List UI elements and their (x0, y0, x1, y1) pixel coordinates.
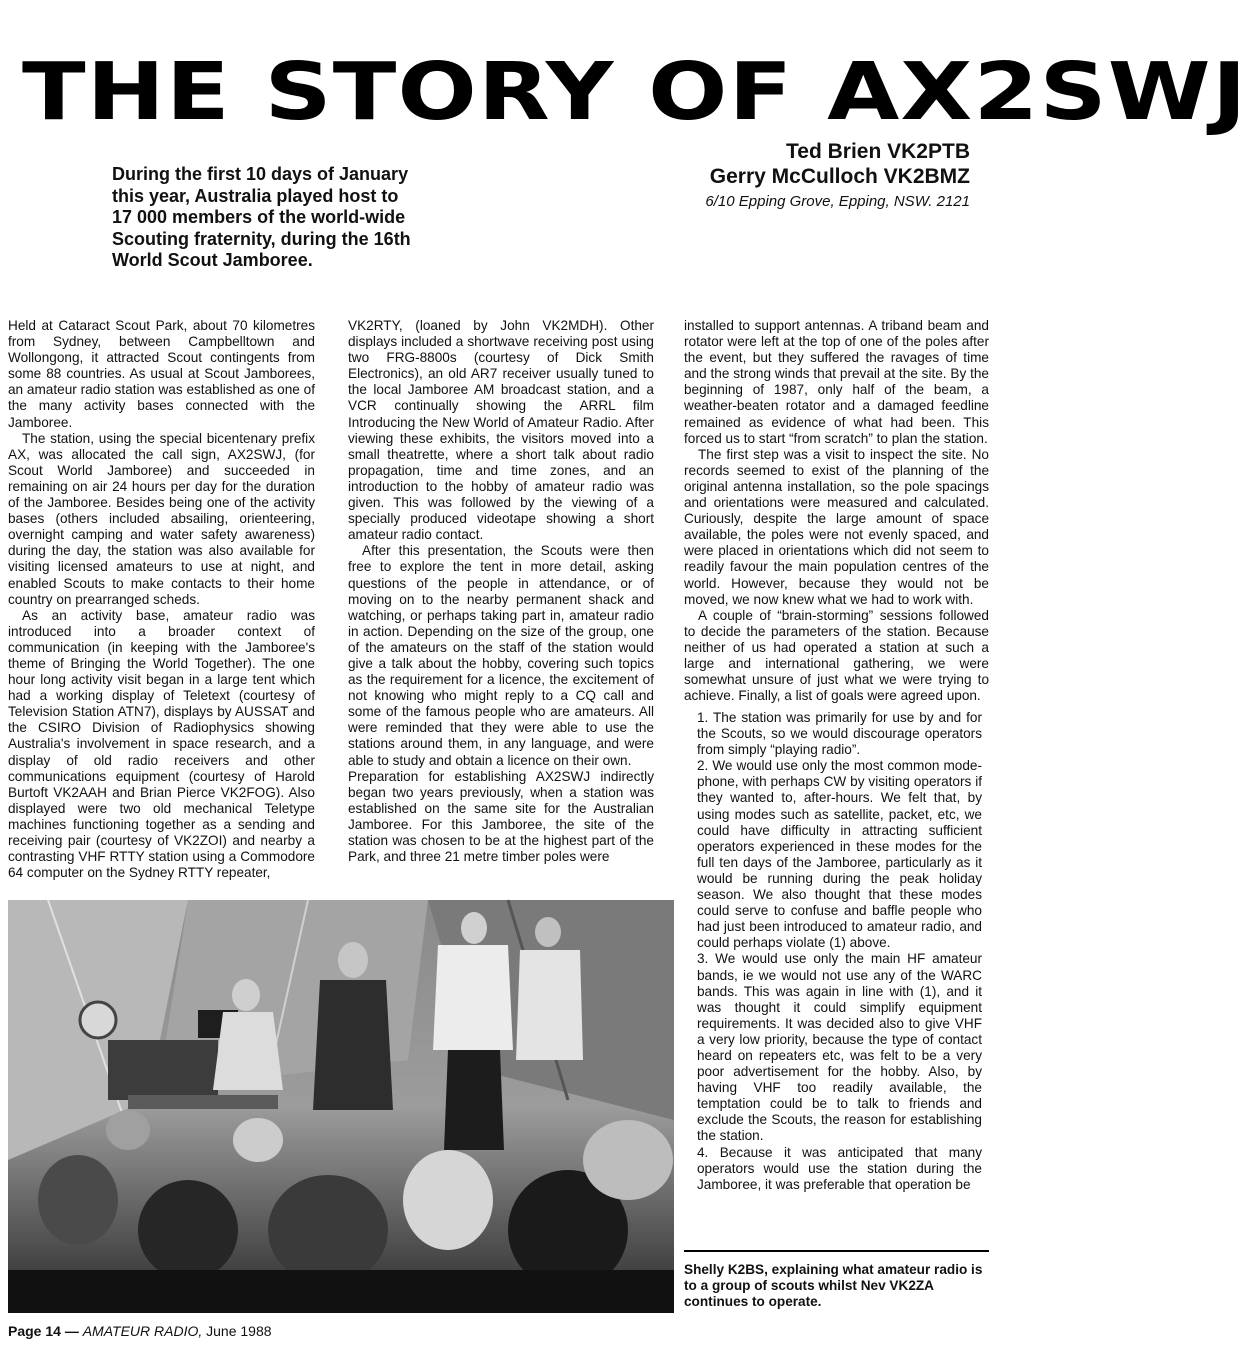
standfirst: During the first 10 days of January this year, Australia played host to 17 000 members of the world-wide Scouting fraternity, during the 16th World Scout Jamboree. (112, 164, 411, 270)
scout-radio-photo (8, 900, 674, 1313)
list-item: 1. The station was primarily for use by and for the Scouts, so we would discourage operators from simply “playing radio”. (697, 710, 982, 758)
issue-date: June 1988 (206, 1323, 272, 1339)
list-item: 4. Because it was anticipated that many operators would use the station during the Jamboree, it was preferable that operation be (697, 1144, 982, 1192)
list-item: 2. We would use only the most common mode-phone, with perhaps CW by visiting operators if they wanted to, after-hours. We felt that, by using modes such as satellite, packet, etc, we could have difficulty in attracting sufficient operators experienced in these modes for the full ten days of the Jamboree, particularly as it would be running during the peak holiday season. We also thought that these modes could serve to confuse and baffle people who had just been introduced to amateur radio, and could perhaps violate (1) above. (697, 758, 982, 951)
author-address: 6/10 Epping Grove, Epping, NSW. 2121 (705, 193, 970, 210)
paragraph: After this presentation, the Scouts were then free to explore the tent in more detail, asking questions of the people in attendance, or of moving on to the nearby permanent shack and watching, or perhaps taking part in, amateur radio in action. Depending on the size of the group, one of the amateurs on the staff of the station would give a talk about the hobby, covering such topics as the requirement for a licence, the excitement of not knowing who might reply to a CQ call and some of the famous people who are amateurs. All were reminded that they were able to use the stations around them, in any language, and were able to study and obtain a licence on their own. (348, 543, 654, 768)
body-column-2 (348, 318, 654, 865)
paragraph: Held at Cataract Scout Park, about 70 kilometres from Sydney, between Campbelltown and Wollongong, it attracted Scout contingents from some 88 countries. As usual at Scout Jamborees, an amateur radio station was established as one of the many activity bases connected with the Jamboree. (8, 318, 315, 430)
paragraph: The first step was a visit to inspect the site. No records seemed to exist of the planning of the original antenna installation, so the pole spacings and orientations were measured and calculated. Curiously, despite the large amount of space available, the poles were not evenly spaced, and were placed in orientations which did not seem to readily favour the main population centres of the world. However, because they would not be moved, we now knew what we had to work with. (684, 446, 989, 607)
magazine-name: AMATEUR RADIO, (82, 1323, 203, 1339)
article-title: THE STORY OF AX2SWJ (22, 46, 1248, 138)
paragraph: The station, using the special bicentenary prefix AX, was allocated the call sign, AX2SWJ, (for Scout World Jamboree) and succeeded in remaining on air 24 hours per day for the duration of the Jamboree. Besides being one of the activity bases (others included absailing, orienteering, overnight camping and water safety awareness) during the day, the station was also available for visiting licensed amateurs to use at night, and enabled Scouts to make contacts to their home country on prearranged scheds. (8, 430, 315, 607)
paragraph: Preparation for establishing AX2SWJ indirectly began two years previously, when a station was established on the same site for the Australian Jamboree. For this Jamboree, the site of the station was chosen to be at the highest part of the Park, and three 21 metre timber poles were (348, 768, 654, 865)
paragraph: As an activity base, amateur radio was introduced into a broader context of communication (in keeping with the Jamboree's theme of Bringing the World Together). The one hour long activity visit began in a large tent which had a working display of Teletext (courtesy of Television Station ATN7), displays by AUSSAT and the CSIRO Division of Radiophysics showing Australia's involvement in space research, and a display of old radio receivers and other communications equipment (courtesy of Harold Burtoft VK2AAH and Brian Pierce VK2FOG). Also displayed were two old mechanical Teletype machines functioning together as a sending and receiving pair (courtesy of VK2ZOI) and nearby a contrasting VHF RTTY station using a Commodore 64 computer on the Sydney RTTY repeater, (8, 607, 315, 881)
list-item: 3. We would use only the main HF amateur bands, ie we would not use any of the WARC bands. This was again in line with (1), and it was thought it could simplify equipment requirements. It was decided also to give VHF a very low priority, because the type of contact heard on repeaters etc, was felt to be a very poor advertisement for the hobby. Also, by having VHF too readily available, the temptation could be to talk to friends and exclude the Scouts, the reason for establishing the station. (697, 951, 982, 1144)
page-number: Page 14 — (8, 1323, 79, 1339)
body-column-1 (8, 318, 315, 881)
caption-rule (684, 1250, 989, 1252)
paragraph: VK2RTY, (loaned by John VK2MDH). Other displays included a shortwave receiving post using two FRG-8800s (courtesy of Dick Smith Electronics), an old AR7 receiver usually tuned to the local Jamboree AM broadcast station, and a VCR continually showing the ARRL film Introducing the New World of Amateur Radio. After viewing these exhibits, the visitors moved into a small theatrette, where a short talk about radio propagation, time and time zones, and an introduction to the hobby of amateur radio was given. This was followed by the viewing of a specially produced videotape showing a short amateur radio contact. (348, 318, 654, 543)
goals-list (697, 710, 982, 1193)
page-footer (8, 1322, 272, 1340)
paragraph: A couple of “brain-storming” sessions followed to decide the parameters of the station. Because neither of us had operated a station at such a large and international gathering, we were somewhat unsure of just what we were trying to achieve. Finally, a list of goals were agreed upon. (684, 607, 989, 704)
author-byline-2: Gerry McCulloch VK2BMZ (709, 165, 970, 188)
body-column-3 (684, 318, 989, 704)
author-byline-1: Ted Brien VK2PTB (786, 140, 970, 163)
photo-caption: Shelly K2BS, explaining what amateur radio is to a group of scouts whilst Nev VK2ZA continues to operate. (684, 1262, 983, 1310)
paragraph: installed to support antennas. A triband beam and rotator were left at the top of one of the poles after the event, but they suffered the ravages of time and the strong winds that prevail at the site. By the beginning of 1987, only half of the beam, a weather-beaten rotator and a damaged feedline remained as evidence of what had been. This forced us to start “from scratch” to plan the station. (684, 318, 989, 446)
